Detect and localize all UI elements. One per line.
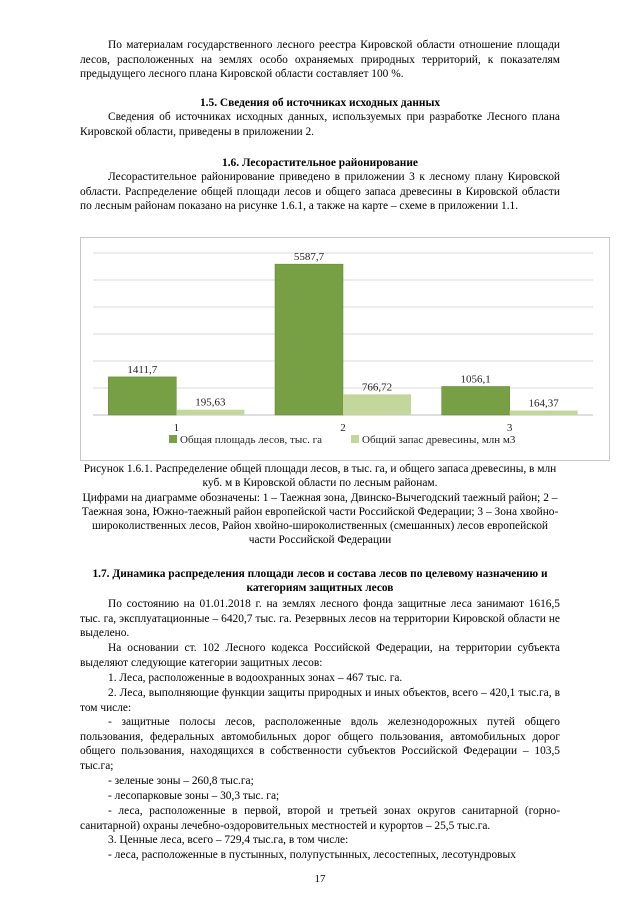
paragraph-sources: Сведения об источниках исходных данных, используемых при разработке Лесного плана Кировской области, приведены в приложении 2.: [80, 111, 560, 138]
x-tick-label-2: 2: [340, 422, 346, 434]
heading-1-5: 1.5. Сведения об источниках исходных данных: [199, 97, 441, 109]
figure-legend-note: Цифрами на диаграмме обозначены: 1 – Таежная зона, Двинско-Вычегодский таежный район; 2 – Таежная зона, Южно-таежный район европейской части Российской Федерации; 3 – Зона хвойно-широколиственных лесов, Район хвойно-широколиственных (смешанных) лесов европейской части Российской Федерации: [81, 492, 559, 546]
data-label-s2-c2: 766,72: [361, 381, 393, 394]
chart-container: [80, 237, 610, 461]
data-label-s1-c3: 1056,1: [460, 373, 491, 386]
heading-1-7: 1.7. Динамика распределения площади лесов и состава лесов по целевому назначению и категориям защитных лесов: [92, 568, 548, 594]
data-label-s1-c2: 5587,7: [293, 251, 325, 264]
list-item-2: 2. Леса, выполняющие функции защиты природных и иных объектов, всего – 420,1 тыс.га, в том числе:: [80, 687, 560, 714]
x-tick-label-1: 1: [173, 422, 180, 434]
list-item-green-zones: - зеленые зоны – 260,8 тыс.га;: [108, 775, 254, 787]
bar-s1-c2: [275, 264, 343, 415]
list-item-sanitary-zones: - леса, расположенные в первой, второй и третьей зонах округов санитарной (горно-санитарной) охраны лечебно-оздоровительных местностей и курортов – 25,5 тыс.га.: [80, 805, 560, 832]
figure-caption: Рисунок 1.6.1. Распределение общей площади лесов, в тыс. га, и общего запаса древесины, в млн куб. м в Кировской области по лесным районам.: [83, 463, 557, 489]
data-label-s1-c1: 1411,7: [127, 363, 158, 376]
list-item-1: 1. Леса, расположенные в водоохранных зонах – 467 тыс. га.: [108, 672, 403, 684]
heading-1-6: 1.6. Лесорастительное районирование: [222, 157, 418, 169]
bar-s2-c2: [343, 394, 411, 415]
legend-swatch-s1: [169, 435, 177, 443]
data-label-s2-c1: 195,63: [195, 396, 226, 409]
paragraph-categories: На основании ст. 102 Лесного кодекса Российской Федерации, на территории субъекта выделяют следующие категории защитных лесов:: [80, 642, 560, 669]
legend-label-s1: Общая площадь лесов, тыс. га: [180, 434, 322, 446]
list-item-valuable-forests: - леса, расположенные в пустынных, полупустынных, лесостепных, лесотундровых: [108, 849, 516, 861]
x-tick-label-3: 3: [506, 422, 513, 434]
bar-s1-c1: [108, 377, 176, 415]
bar-chart: [81, 238, 609, 460]
bar-s2-c3: [510, 411, 578, 415]
legend-label-s2: Общий запас древесины, млн м3: [362, 434, 516, 446]
paragraph-state: По состоянию на 01.01.2018 г. на землях лесного фонда защитные леса занимают 1616,5 тыс. га, эксплуатационные – 6420,7 тыс. га. Резервных лесов на территории Кировской области не выделено.: [80, 598, 560, 640]
paragraph-zoning: Лесорастительное районирование приведено в приложении 3 к лесному плану Кировской области. Распределение общей площади лесов и общего запаса древесины в Кировской области по лесным районам показано на рисунке 1.6.1, а также на карте – схеме в приложении 1.1.: [80, 171, 560, 213]
data-label-s2-c3: 164,37: [528, 397, 559, 410]
list-item-forest-park-zones: - лесопарковые зоны – 30,3 тыс. га;: [108, 790, 280, 802]
list-item-protective-strips: - защитные полосы лесов, расположенные вдоль железнодорожных путей общего пользования, федеральных автомобильных дорог общего пользования, автомобильных дорог общего пользования, находящихся в собственности субъектов Российской Федерации – 103,5 тыс.га;: [80, 716, 560, 772]
list-item-3: 3. Ценные леса, всего – 729,4 тыс.га, в том числе:: [108, 834, 349, 846]
page-number: 17: [314, 873, 326, 885]
paragraph-oopt: По материалам государственного лесного реестра Кировской области отношение площади лесов, расположенных на землях особо охраняемых природных территорий, к показателям предыдущего лесного плана Кировской области составляет 100 %.: [80, 39, 560, 81]
bar-s2-c1: [176, 410, 244, 415]
bar-s1-c3: [442, 386, 510, 415]
legend-swatch-s2: [351, 435, 359, 443]
